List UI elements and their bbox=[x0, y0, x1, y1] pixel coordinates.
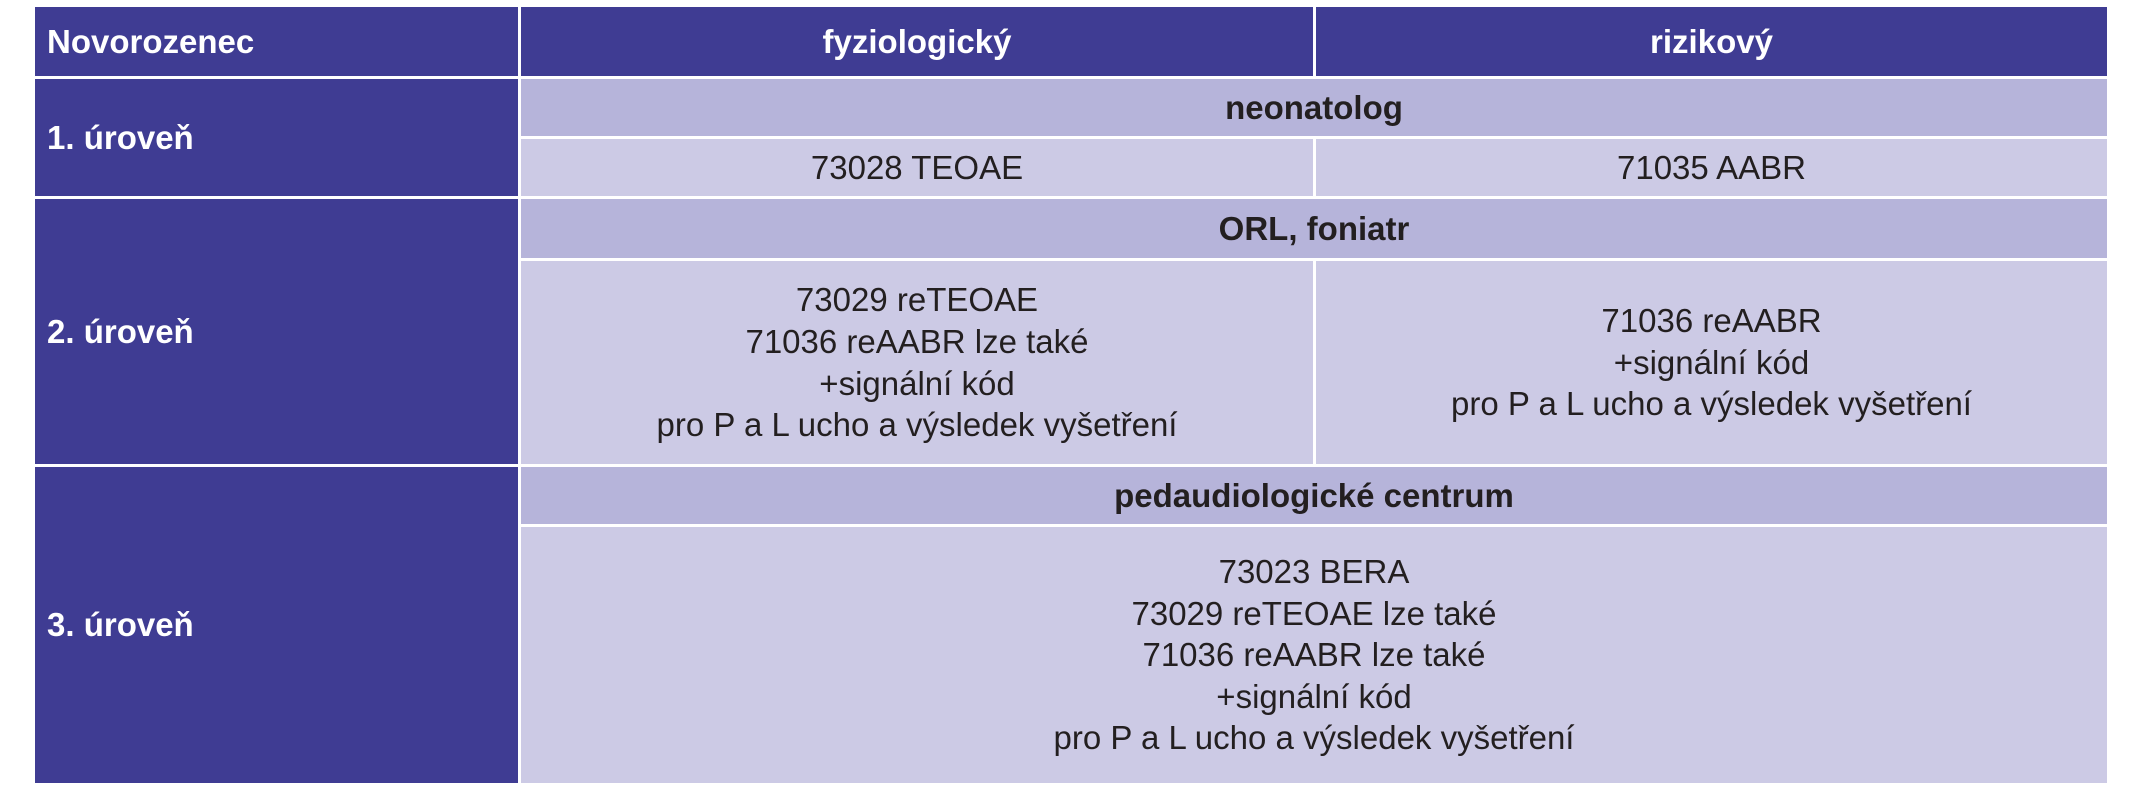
level-3-line-2: 73029 reTEOAE lze také bbox=[1131, 594, 1497, 632]
level-1-physiological-line-1: 73028 TEOAE bbox=[810, 148, 1024, 186]
level-2-physiological-line-3: +signální kód bbox=[819, 364, 1015, 402]
level-1-risk-line-1: 71035 AABR bbox=[1617, 148, 1806, 186]
level-3-combined bbox=[520, 526, 2109, 785]
level-3-provider: pedaudiologické centrum bbox=[520, 466, 2109, 526]
screening-table bbox=[32, 4, 2110, 786]
header-physiological: fyziologický bbox=[520, 6, 1315, 78]
level-2-physiological-line-4: pro P a L ucho a výsledek vyšetření bbox=[656, 406, 1178, 444]
level-2-provider-row bbox=[34, 198, 2109, 260]
level-3-provider-row bbox=[34, 466, 2109, 526]
level-3-label: 3. úroveň bbox=[34, 466, 520, 785]
header-row bbox=[34, 6, 2109, 78]
level-3-line-1: 73023 BERA bbox=[1218, 553, 1410, 591]
level-1-provider: neonatolog bbox=[520, 78, 2109, 138]
level-2-label: 2. úroveň bbox=[34, 198, 520, 466]
level-1-label: 1. úroveň bbox=[34, 78, 520, 198]
level-2-risk-line-3: pro P a L ucho a výsledek vyšetření bbox=[1451, 385, 1972, 423]
level-1-risk bbox=[1315, 138, 2109, 198]
level-2-risk-line-2: +signální kód bbox=[1613, 343, 1810, 381]
level-2-physiological-line-1: 73029 reTEOAE bbox=[795, 281, 1039, 319]
header-risk: rizikový bbox=[1315, 6, 2109, 78]
level-2-physiological-line-2: 71036 reAABR lze také bbox=[745, 322, 1089, 360]
header-corner: Novorozenec bbox=[34, 6, 520, 78]
level-3-line-4: +signální kód bbox=[1216, 677, 1412, 715]
level-2-provider: ORL, foniatr bbox=[520, 198, 2109, 260]
level-1-physiological bbox=[520, 138, 1315, 198]
level-2-physiological bbox=[520, 260, 1315, 466]
level-3-line-3: 71036 reAABR lze také bbox=[1142, 636, 1486, 674]
level-2-risk bbox=[1315, 260, 2109, 466]
level-3-line-5: pro P a L ucho a výsledek vyšetření bbox=[1053, 719, 1575, 757]
level-2-risk-line-1: 71036 reAABR bbox=[1601, 302, 1822, 340]
level-1-provider-row bbox=[34, 78, 2109, 138]
